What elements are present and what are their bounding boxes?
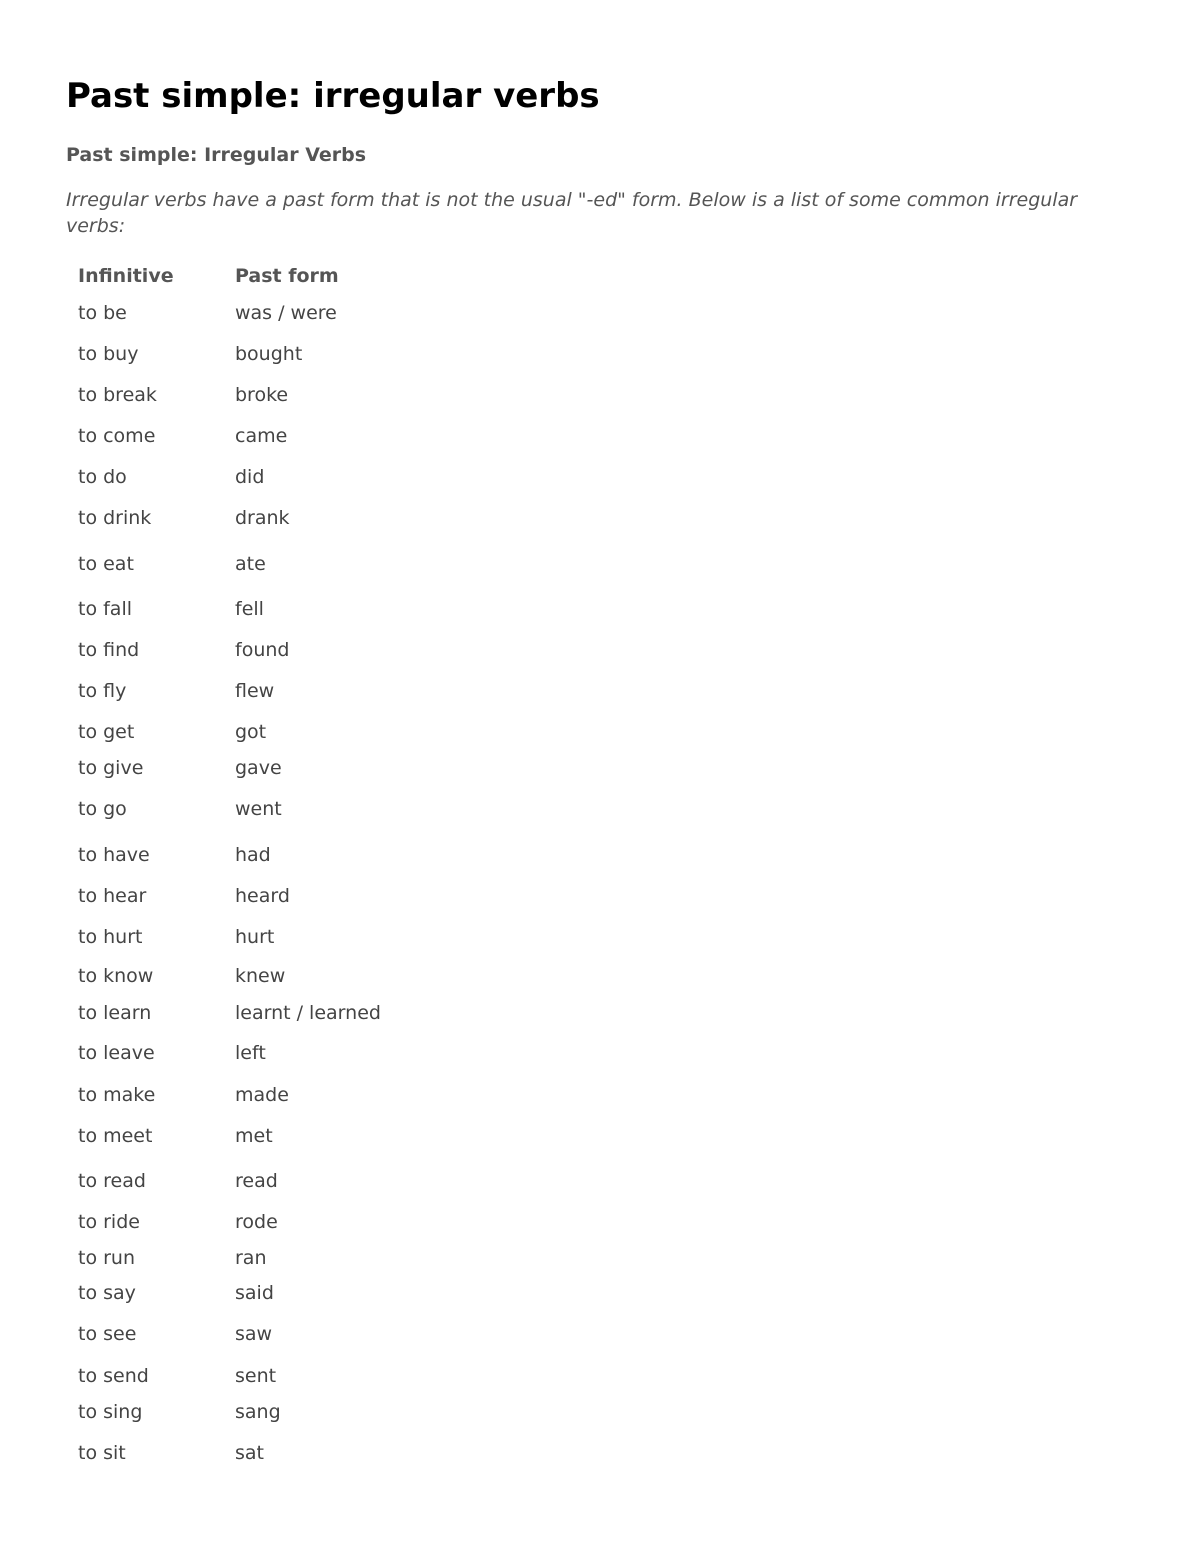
past-form-cell: made [235, 1084, 289, 1106]
page-title: Past simple: irregular verbs [66, 76, 600, 116]
infinitive-cell: to get [78, 721, 135, 743]
past-form-cell: read [235, 1170, 278, 1192]
intro-paragraph: Irregular verbs have a past form that is not the usual "-ed" form. Below is a list of some common irregular verbs: [66, 189, 1078, 237]
infinitive-cell: to hurt [78, 926, 143, 948]
past-form-cell: said [235, 1282, 274, 1304]
infinitive-cell: to leave [78, 1042, 155, 1064]
past-form-cell: came [235, 425, 288, 447]
header-past-form: Past form [235, 265, 339, 287]
infinitive-cell: to see [78, 1323, 137, 1345]
past-form-cell: left [235, 1042, 266, 1064]
past-form-cell: had [235, 844, 271, 866]
table-row [0, 464, 600, 490]
table-row [0, 300, 600, 326]
infinitive-cell: to hear [78, 885, 147, 907]
past-form-cell: saw [235, 1323, 273, 1345]
infinitive-cell: to read [78, 1170, 146, 1192]
section-subtitle: Past simple: Irregular Verbs [66, 144, 367, 166]
table-row [0, 382, 600, 408]
infinitive-cell: to find [78, 639, 140, 661]
past-form-cell: learnt / learned [235, 1002, 381, 1024]
infinitive-cell: to sit [78, 1442, 126, 1464]
past-form-cell: ate [235, 553, 266, 575]
table-row [0, 637, 600, 663]
past-form-cell: hurt [235, 926, 275, 948]
past-form-cell: ran [235, 1247, 267, 1269]
table-row [0, 551, 600, 577]
table-row [0, 1321, 600, 1347]
infinitive-cell: to have [78, 844, 150, 866]
infinitive-cell: to eat [78, 553, 134, 575]
infinitive-cell: to meet [78, 1125, 153, 1147]
past-form-cell: bought [235, 343, 303, 365]
table-row [0, 755, 600, 781]
infinitive-cell: to sing [78, 1401, 143, 1423]
infinitive-cell: to say [78, 1282, 136, 1304]
table-row [0, 1040, 600, 1066]
past-form-cell: was / were [235, 302, 337, 324]
table-row [0, 883, 600, 909]
infinitive-cell: to learn [78, 1002, 152, 1024]
table-row [0, 1399, 600, 1425]
table-row [0, 719, 600, 745]
past-form-cell: sat [235, 1442, 264, 1464]
table-row [0, 963, 600, 989]
past-form-cell: broke [235, 384, 289, 406]
table-row [0, 1168, 600, 1194]
past-form-cell: found [235, 639, 290, 661]
infinitive-cell: to drink [78, 507, 152, 529]
table-row [0, 1123, 600, 1149]
infinitive-cell: to break [78, 384, 157, 406]
infinitive-cell: to make [78, 1084, 156, 1106]
table-row [0, 423, 600, 449]
table-row [0, 1000, 600, 1026]
infinitive-cell: to be [78, 302, 127, 324]
table-row [0, 341, 600, 367]
table-row [0, 596, 600, 622]
infinitive-cell: to know [78, 965, 154, 987]
past-form-cell: rode [235, 1211, 278, 1233]
table-row [0, 1280, 600, 1306]
past-form-cell: got [235, 721, 267, 743]
infinitive-cell: to ride [78, 1211, 140, 1233]
infinitive-cell: to buy [78, 343, 139, 365]
infinitive-cell: to give [78, 757, 144, 779]
table-row [0, 1440, 600, 1466]
past-form-cell: fell [235, 598, 264, 620]
past-form-cell: drank [235, 507, 290, 529]
past-form-cell: flew [235, 680, 275, 702]
infinitive-cell: to send [78, 1365, 149, 1387]
table-row [0, 678, 600, 704]
past-form-cell: went [235, 798, 282, 820]
past-form-cell: sent [235, 1365, 277, 1387]
past-form-cell: met [235, 1125, 273, 1147]
past-form-cell: gave [235, 757, 282, 779]
past-form-cell: heard [235, 885, 290, 907]
infinitive-cell: to run [78, 1247, 136, 1269]
table-row [0, 1209, 600, 1235]
past-form-cell: did [235, 466, 265, 488]
past-form-cell: knew [235, 965, 286, 987]
table-row [0, 796, 600, 822]
table-row [0, 1082, 600, 1108]
infinitive-cell: to fall [78, 598, 133, 620]
table-row [0, 505, 600, 531]
infinitive-cell: to go [78, 798, 127, 820]
infinitive-cell: to fly [78, 680, 127, 702]
infinitive-cell: to come [78, 425, 156, 447]
table-row [0, 1363, 600, 1389]
table-row [0, 842, 600, 868]
past-form-cell: sang [235, 1401, 281, 1423]
header-infinitive: Infinitive [78, 265, 174, 287]
infinitive-cell: to do [78, 466, 127, 488]
table-row [0, 924, 600, 950]
table-row [0, 1245, 600, 1271]
